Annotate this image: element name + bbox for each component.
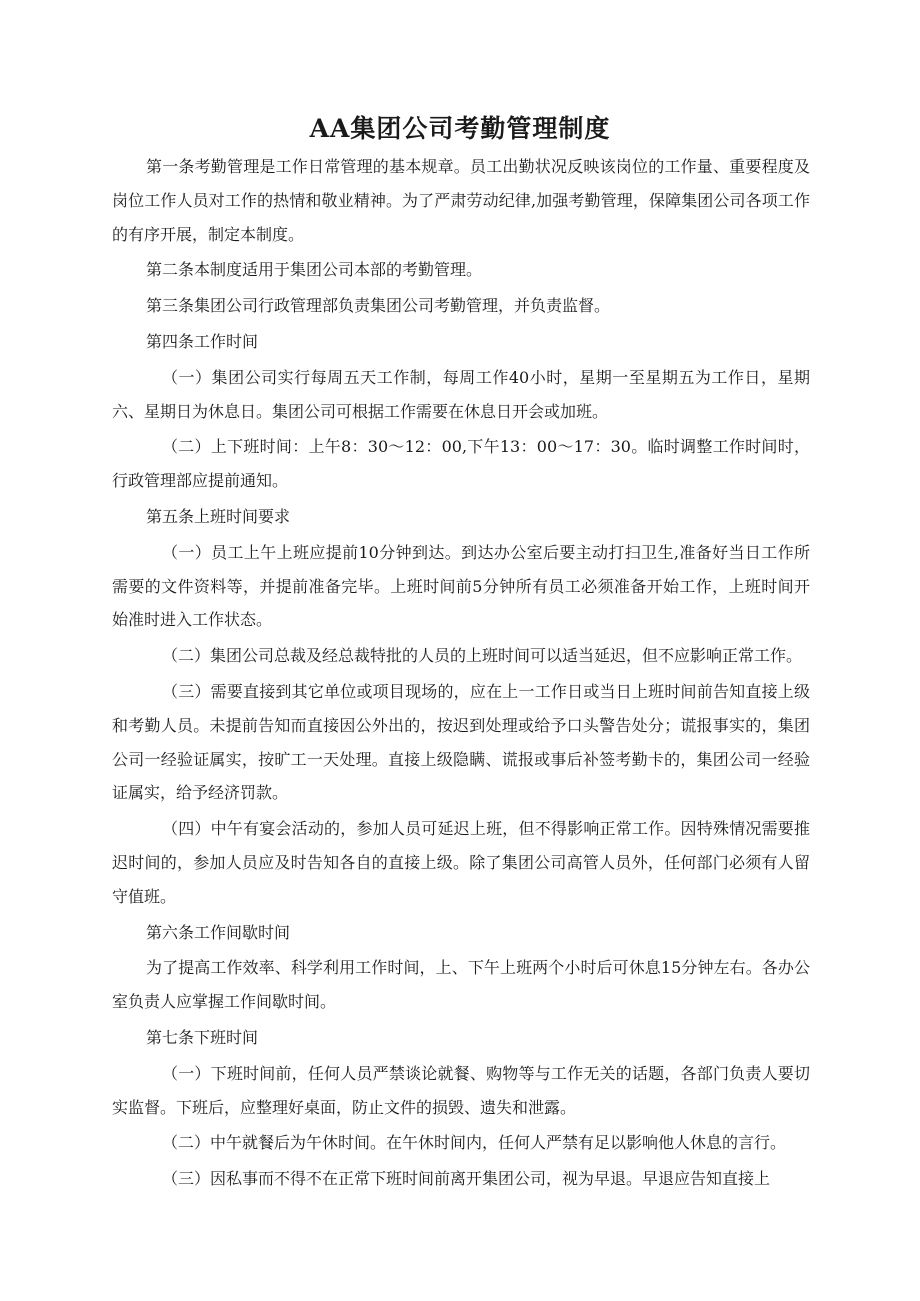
paragraph-article-4-item-2: （二）上下班时间：上午8：30〜12：00,下午13：00〜17：30。临时调整工作时间时，行政管理部应提前通知。 — [112, 437, 810, 491]
heading-article-4: 第四条工作时间 — [146, 331, 259, 351]
document-title: AA集团公司考勤管理制度 — [309, 114, 611, 143]
paragraph-article-6: 为了提高工作效率、科学利用工作时间，上、下午上班两个小时后可休息15分钟左右。各办公室负责人应掌握工作间歇时间。 — [112, 958, 810, 1012]
paragraph-article-2: 第二条本制度适用于集团公司本部的考勤管理。 — [146, 260, 483, 280]
paragraph-article-5-item-3: （三）需要直接到其它单位或项目现场的，应在上一工作日或当日上班时间前告知直接上级和考勤人员。未提前告知而直接因公外出的，按迟到处理或给予口头警告处分；谎报事实的，集团公司一经验证属实，按旷工一天处理。直接上级隐瞒、谎报或事后补签考勤卡的，集团公司一经验证属实，给予经济罚款。 — [112, 681, 810, 803]
document-body — [112, 150, 810, 1198]
paragraph-article-5-item-1: （一）员工上午上班应提前10分钟到达。到达办公室后要主动打扫卫生,准备好当日工作所需要的文件资料等，并提前准备完毕。上班时间前5分钟所有员工必须准备开始工作，上班时间开始准时进入工作状态。 — [112, 542, 810, 630]
paragraph-article-4-item-1: （一）集团公司实行每周五天工作制，每周工作40小时，星期一至星期五为工作日，星期六、星期日为休息日。集团公司可根据工作需要在休息日开会或加班。 — [112, 367, 810, 421]
paragraph-article-7-item-1: （一）下班时间前，任何人员严禁谈论就餐、购物等与工作无关的话题，各部门负责人要切实监督。下班后，应整理好桌面，防止文件的损毁、遗失和泄露。 — [112, 1063, 810, 1117]
paragraph-article-3: 第三条集团公司行政管理部负责集团公司考勤管理，并负责监督。 — [146, 296, 611, 316]
paragraph-article-7-item-2: （二）中午就餐后为午休时间。在午休时间内，任何人严禁有足以影响他人休息的言行。 — [162, 1133, 787, 1153]
heading-article-7: 第七条下班时间 — [146, 1027, 259, 1047]
heading-article-5: 第五条上班时间要求 — [146, 506, 291, 526]
paragraph-article-1: 第一条考勤管理是工作日常管理的基本规章。员工出勤状况反映该岗位的工作量、重要程度及岗位工作人员对工作的热情和敬业精神。为了严肃劳动纪律,加强考勤管理，保障集团公司各项工作的有序开展，制定本制度。 — [112, 157, 810, 244]
heading-article-6: 第六条工作间歇时间 — [146, 922, 291, 942]
paragraph-article-5-item-4: （四）中午有宴会活动的，参加人员可延迟上班，但不得影响正常工作。因特殊情况需要推迟时间的，参加人员应及时告知各自的直接上级。除了集团公司高管人员外，任何部门必须有人留守值班。 — [112, 819, 810, 906]
paragraph-article-7-item-3: （三）因私事而不得不在正常下班时间前离开集团公司，视为早退。早退应告知直接上 — [162, 1169, 771, 1189]
paragraph-article-5-item-2: （二）集团公司总裁及经总裁特批的人员的上班时间可以适当延迟，但不应影响正常工作。 — [162, 646, 803, 666]
